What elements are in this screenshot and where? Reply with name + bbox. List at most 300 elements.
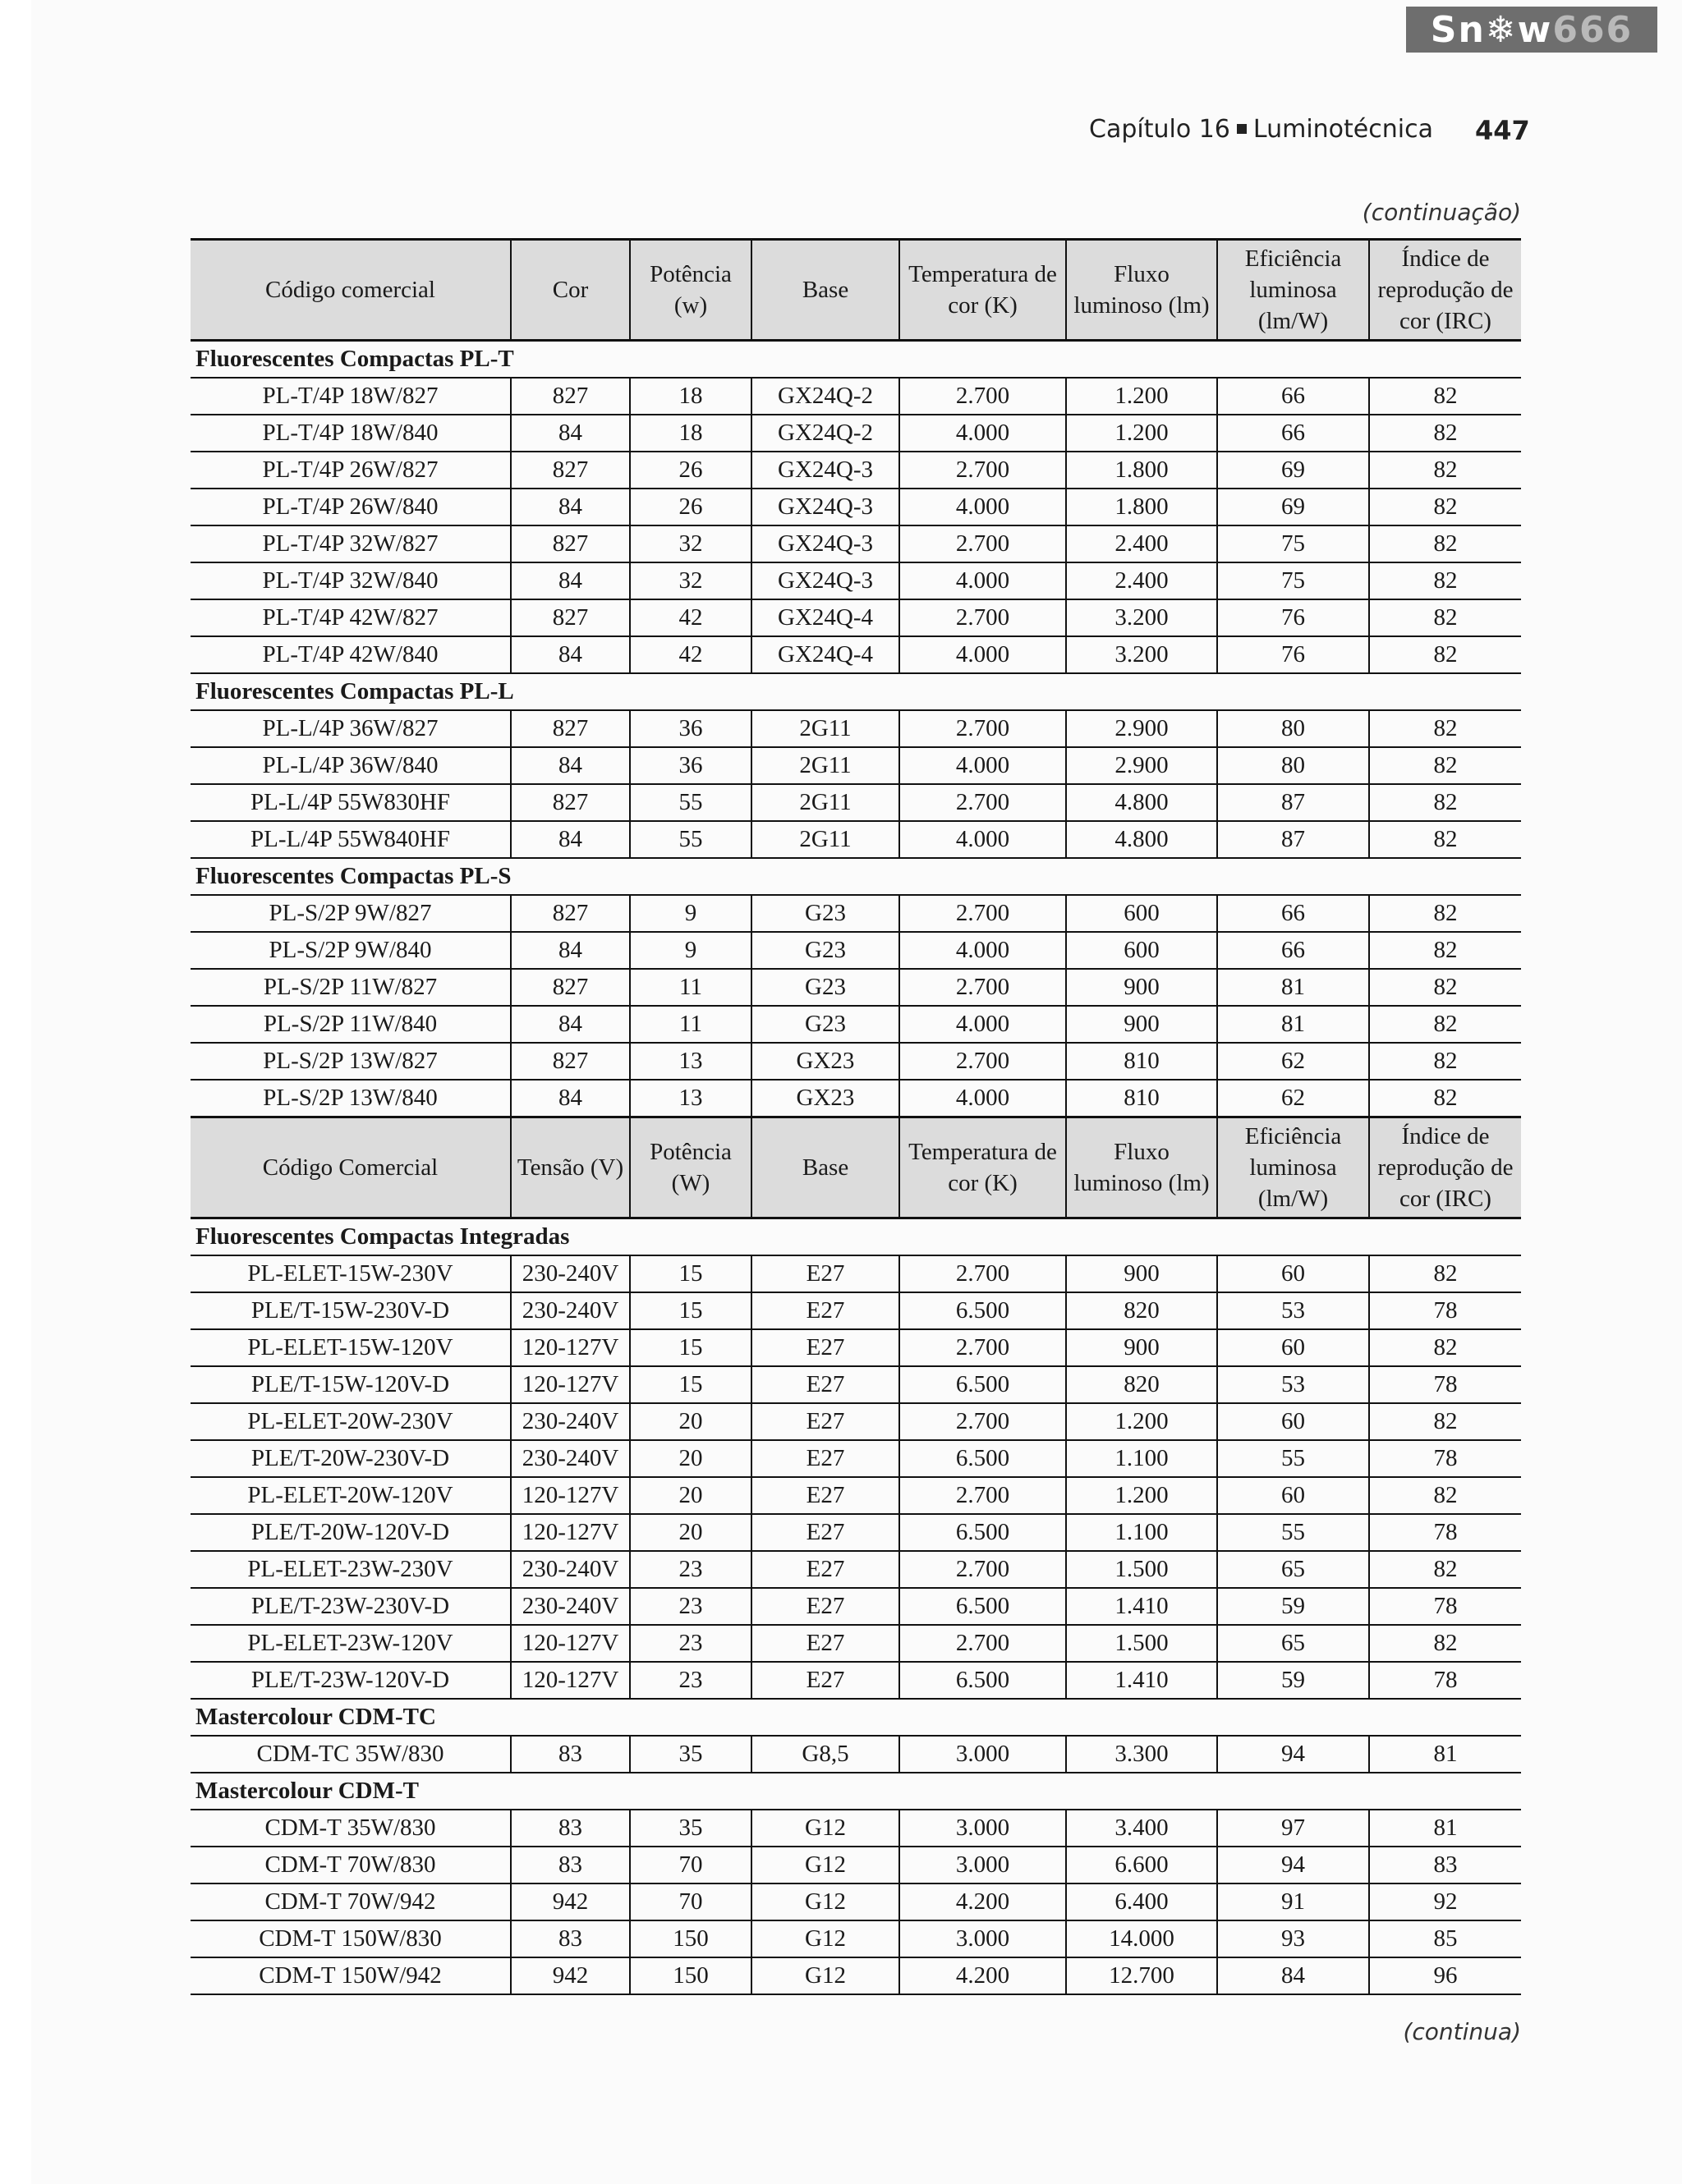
- table-row: [191, 1329, 1521, 1366]
- table-cell: 69: [1217, 452, 1369, 489]
- table-cell: 6.500: [899, 1662, 1066, 1699]
- table-cell: 75: [1217, 562, 1369, 599]
- table-cell: 78: [1369, 1292, 1521, 1329]
- table-row: [191, 821, 1521, 858]
- table-cell: 84: [511, 1080, 630, 1117]
- table-cell: 120-127V: [511, 1366, 630, 1403]
- table-row: [191, 1366, 1521, 1403]
- table-cell: 82: [1369, 489, 1521, 525]
- table-cell: 66: [1217, 378, 1369, 415]
- column-header: Potência (W): [630, 1117, 751, 1218]
- table-cell: 1.100: [1066, 1514, 1217, 1551]
- table-cell: PL-S/2P 9W/827: [191, 895, 511, 932]
- column-header: Eficiência luminosa (lm/W): [1217, 1117, 1369, 1218]
- table-cell: PL-ELET-23W-230V: [191, 1551, 511, 1588]
- table-row: [191, 1957, 1521, 1994]
- table-cell: 2.400: [1066, 525, 1217, 562]
- table-cell: 9: [630, 932, 751, 969]
- table-row: [191, 1662, 1521, 1699]
- table-row: [191, 747, 1521, 784]
- table-cell: 84: [511, 562, 630, 599]
- table-cell: E27: [751, 1255, 899, 1292]
- table-cell: 4.200: [899, 1883, 1066, 1920]
- table-cell: G23: [751, 969, 899, 1006]
- table-cell: E27: [751, 1403, 899, 1440]
- table-cell: 4.000: [899, 562, 1066, 599]
- table-cell: 6.500: [899, 1588, 1066, 1625]
- table-cell: 150: [630, 1957, 751, 1994]
- table-cell: 3.000: [899, 1847, 1066, 1883]
- table-cell: 1.200: [1066, 1477, 1217, 1514]
- table-cell: 2.700: [899, 969, 1066, 1006]
- table-cell: 20: [630, 1440, 751, 1477]
- table-cell: 2.700: [899, 599, 1066, 636]
- table-row: [191, 1006, 1521, 1043]
- table-cell: 1.200: [1066, 378, 1217, 415]
- table-cell: 2.700: [899, 1477, 1066, 1514]
- table-cell: 23: [630, 1662, 751, 1699]
- table-cell: 827: [511, 895, 630, 932]
- table-cell: 66: [1217, 415, 1369, 452]
- table-cell: 2.700: [899, 1625, 1066, 1662]
- table-cell: 2.900: [1066, 710, 1217, 747]
- table-row: [191, 489, 1521, 525]
- table-cell: 42: [630, 599, 751, 636]
- column-header: Temperatura de cor (K): [899, 240, 1066, 341]
- table-cell: 2.700: [899, 784, 1066, 821]
- table-cell: GX24Q-3: [751, 452, 899, 489]
- table-header-row: [191, 240, 1521, 341]
- table-cell: CDM-T 150W/830: [191, 1920, 511, 1957]
- table-cell: 82: [1369, 525, 1521, 562]
- table-cell: 23: [630, 1551, 751, 1588]
- table-cell: G12: [751, 1883, 899, 1920]
- table-cell: GX24Q-3: [751, 525, 899, 562]
- table-cell: 83: [511, 1920, 630, 1957]
- table-cell: 900: [1066, 969, 1217, 1006]
- table-cell: 11: [630, 969, 751, 1006]
- watermark-logo: [1406, 7, 1657, 53]
- table-cell: E27: [751, 1662, 899, 1699]
- column-header: Índice de reprodução de cor (IRC): [1369, 1117, 1521, 1218]
- table-cell: 12.700: [1066, 1957, 1217, 1994]
- table-cell: 94: [1217, 1847, 1369, 1883]
- table-cell: 230-240V: [511, 1588, 630, 1625]
- table-cell: 18: [630, 378, 751, 415]
- table-cell: 60: [1217, 1403, 1369, 1440]
- table-cell: 2G11: [751, 747, 899, 784]
- section-title: Fluorescentes Compactas PL-S: [191, 858, 1521, 895]
- table-cell: 1.410: [1066, 1662, 1217, 1699]
- table-cell: GX24Q-4: [751, 636, 899, 673]
- table-cell: 600: [1066, 932, 1217, 969]
- table-cell: 1.500: [1066, 1551, 1217, 1588]
- table-cell: G12: [751, 1920, 899, 1957]
- table-cell: CDM-T 70W/942: [191, 1883, 511, 1920]
- table-row: [191, 1080, 1521, 1117]
- table-cell: 35: [630, 1736, 751, 1773]
- table-cell: 87: [1217, 821, 1369, 858]
- table-cell: 3.200: [1066, 599, 1217, 636]
- table-cell: E27: [751, 1625, 899, 1662]
- table-cell: 2.400: [1066, 562, 1217, 599]
- table-cell: GX23: [751, 1080, 899, 1117]
- table-cell: 150: [630, 1920, 751, 1957]
- table-cell: 80: [1217, 710, 1369, 747]
- table-cell: E27: [751, 1514, 899, 1551]
- table-cell: 2.700: [899, 895, 1066, 932]
- column-header: Fluxo luminoso (lm): [1066, 1117, 1217, 1218]
- table-cell: 827: [511, 378, 630, 415]
- table-cell: 6.500: [899, 1440, 1066, 1477]
- table-cell: 81: [1217, 969, 1369, 1006]
- table-cell: 32: [630, 525, 751, 562]
- table-cell: PL-ELET-20W-120V: [191, 1477, 511, 1514]
- table-cell: 15: [630, 1255, 751, 1292]
- table-cell: PL-S/2P 13W/827: [191, 1043, 511, 1080]
- table-cell: 84: [511, 415, 630, 452]
- table-cell: 80: [1217, 747, 1369, 784]
- table-cell: 81: [1369, 1736, 1521, 1773]
- table-row: [191, 784, 1521, 821]
- table-cell: 2G11: [751, 784, 899, 821]
- table-cell: 42: [630, 636, 751, 673]
- table-cell: 82: [1369, 1625, 1521, 1662]
- table-cell: G12: [751, 1810, 899, 1847]
- table-cell: 3.000: [899, 1736, 1066, 1773]
- table-cell: 2.700: [899, 378, 1066, 415]
- table-cell: 78: [1369, 1588, 1521, 1625]
- table-cell: 82: [1369, 415, 1521, 452]
- table-cell: PL-S/2P 11W/827: [191, 969, 511, 1006]
- page-number: 447: [1475, 115, 1530, 146]
- table-cell: 82: [1369, 747, 1521, 784]
- section-title: Fluorescentes Compactas Integradas: [191, 1218, 1521, 1256]
- table-cell: 93: [1217, 1920, 1369, 1957]
- table-cell: PLE/T-23W-120V-D: [191, 1662, 511, 1699]
- table-cell: 84: [511, 489, 630, 525]
- table-cell: 15: [630, 1329, 751, 1366]
- table-cell: 78: [1369, 1662, 1521, 1699]
- table-cell: 900: [1066, 1255, 1217, 1292]
- table-cell: GX24Q-2: [751, 415, 899, 452]
- table-row: [191, 1292, 1521, 1329]
- table-row: [191, 1043, 1521, 1080]
- table-cell: 820: [1066, 1292, 1217, 1329]
- table-row: [191, 1403, 1521, 1440]
- table-cell: 26: [630, 489, 751, 525]
- table-cell: 230-240V: [511, 1551, 630, 1588]
- table-cell: 13: [630, 1043, 751, 1080]
- table-cell: 120-127V: [511, 1625, 630, 1662]
- table-cell: 120-127V: [511, 1662, 630, 1699]
- table-cell: 82: [1369, 599, 1521, 636]
- table-cell: 83: [511, 1847, 630, 1883]
- table-cell: PL-T/4P 32W/840: [191, 562, 511, 599]
- table-cell: 4.000: [899, 1080, 1066, 1117]
- table-cell: 82: [1369, 1255, 1521, 1292]
- table-cell: 82: [1369, 562, 1521, 599]
- lamp-spec-table: [191, 238, 1521, 1995]
- table-cell: 810: [1066, 1080, 1217, 1117]
- column-header: Base: [751, 240, 899, 341]
- table-cell: 230-240V: [511, 1403, 630, 1440]
- table-cell: 4.000: [899, 489, 1066, 525]
- table-row: [191, 1255, 1521, 1292]
- table-cell: 1.200: [1066, 1403, 1217, 1440]
- table-cell: 85: [1369, 1920, 1521, 1957]
- table-cell: 84: [511, 932, 630, 969]
- table-cell: 23: [630, 1625, 751, 1662]
- table-cell: E27: [751, 1588, 899, 1625]
- table-cell: 120-127V: [511, 1329, 630, 1366]
- section-title: Mastercolour CDM-T: [191, 1773, 1521, 1810]
- table-cell: 82: [1369, 1006, 1521, 1043]
- table-cell: 66: [1217, 932, 1369, 969]
- table-cell: 82: [1369, 452, 1521, 489]
- table-cell: PL-S/2P 13W/840: [191, 1080, 511, 1117]
- table-cell: 6.500: [899, 1292, 1066, 1329]
- table-cell: 82: [1369, 969, 1521, 1006]
- section-row: [191, 1218, 1521, 1256]
- table-cell: GX24Q-4: [751, 599, 899, 636]
- table-cell: 87: [1217, 784, 1369, 821]
- table-cell: 18: [630, 415, 751, 452]
- table-row: [191, 1883, 1521, 1920]
- table-cell: 55: [1217, 1514, 1369, 1551]
- table-cell: 14.000: [1066, 1920, 1217, 1957]
- column-header: Tensão (V): [511, 1117, 630, 1218]
- table-cell: 83: [511, 1736, 630, 1773]
- table-cell: PLE/T-15W-120V-D: [191, 1366, 511, 1403]
- table-row: [191, 895, 1521, 932]
- table-cell: 4.200: [899, 1957, 1066, 1994]
- table-row: [191, 415, 1521, 452]
- table-cell: 91: [1217, 1883, 1369, 1920]
- table-cell: 35: [630, 1810, 751, 1847]
- table-cell: 82: [1369, 1477, 1521, 1514]
- table-row: [191, 1514, 1521, 1551]
- watermark-text: Sn❄w: [1430, 8, 1553, 51]
- table-cell: 3.000: [899, 1810, 1066, 1847]
- table-cell: 82: [1369, 895, 1521, 932]
- table-cell: 82: [1369, 1329, 1521, 1366]
- table-cell: 827: [511, 784, 630, 821]
- table-row: [191, 1477, 1521, 1514]
- table-cell: 60: [1217, 1329, 1369, 1366]
- table-cell: GX23: [751, 1043, 899, 1080]
- table-cell: 53: [1217, 1292, 1369, 1329]
- table-cell: 62: [1217, 1043, 1369, 1080]
- table-cell: E27: [751, 1329, 899, 1366]
- table-cell: 82: [1369, 378, 1521, 415]
- table-cell: 82: [1369, 636, 1521, 673]
- table-cell: 65: [1217, 1625, 1369, 1662]
- table-cell: 2.700: [899, 710, 1066, 747]
- table-cell: 900: [1066, 1006, 1217, 1043]
- column-header: Eficiência luminosa (lm/W): [1217, 240, 1369, 341]
- table-cell: CDM-T 35W/830: [191, 1810, 511, 1847]
- table-cell: PL-T/4P 26W/827: [191, 452, 511, 489]
- table-cell: GX24Q-2: [751, 378, 899, 415]
- table-cell: 83: [1369, 1847, 1521, 1883]
- table-cell: 827: [511, 1043, 630, 1080]
- table-cell: 9: [630, 895, 751, 932]
- table-cell: 4.800: [1066, 821, 1217, 858]
- table-cell: 15: [630, 1292, 751, 1329]
- table-cell: 4.000: [899, 821, 1066, 858]
- table-cell: 62: [1217, 1080, 1369, 1117]
- table-cell: 827: [511, 525, 630, 562]
- table-cell: 65: [1217, 1551, 1369, 1588]
- table-cell: 97: [1217, 1810, 1369, 1847]
- table-cell: 26: [630, 452, 751, 489]
- table-cell: 6.400: [1066, 1883, 1217, 1920]
- table-cell: 120-127V: [511, 1477, 630, 1514]
- table-cell: 20: [630, 1477, 751, 1514]
- table-cell: 2.700: [899, 1403, 1066, 1440]
- table-cell: 3.000: [899, 1920, 1066, 1957]
- table-cell: 4.000: [899, 932, 1066, 969]
- square-bullet-icon: [1237, 124, 1247, 134]
- table-cell: CDM-T 150W/942: [191, 1957, 511, 1994]
- chapter-label: Capítulo 16: [1089, 115, 1230, 144]
- table-cell: 1.410: [1066, 1588, 1217, 1625]
- table-cell: 1.100: [1066, 1440, 1217, 1477]
- table-cell: 84: [511, 747, 630, 784]
- table-cell: 3.400: [1066, 1810, 1217, 1847]
- table-cell: PL-ELET-15W-230V: [191, 1255, 511, 1292]
- chapter-title: Luminotécnica: [1252, 115, 1433, 144]
- column-header: Cor: [511, 240, 630, 341]
- section-title: Fluorescentes Compactas PL-L: [191, 673, 1521, 710]
- table-cell: GX24Q-3: [751, 489, 899, 525]
- table-cell: PL-ELET-23W-120V: [191, 1625, 511, 1662]
- table-cell: 230-240V: [511, 1440, 630, 1477]
- table-cell: 76: [1217, 636, 1369, 673]
- table-cell: PL-T/4P 18W/827: [191, 378, 511, 415]
- table-cell: 60: [1217, 1477, 1369, 1514]
- column-header: Fluxo luminoso (lm): [1066, 240, 1217, 341]
- table-cell: 13: [630, 1080, 751, 1117]
- table-cell: PL-S/2P 9W/840: [191, 932, 511, 969]
- table-cell: 1.800: [1066, 489, 1217, 525]
- table-cell: 82: [1369, 1403, 1521, 1440]
- table-cell: E27: [751, 1292, 899, 1329]
- section-row: [191, 673, 1521, 710]
- table-cell: 3.200: [1066, 636, 1217, 673]
- table-cell: 3.300: [1066, 1736, 1217, 1773]
- table-cell: 600: [1066, 895, 1217, 932]
- table-cell: PL-T/4P 42W/840: [191, 636, 511, 673]
- table-cell: 820: [1066, 1366, 1217, 1403]
- table-cell: 81: [1369, 1810, 1521, 1847]
- table-cell: 82: [1369, 1043, 1521, 1080]
- table-cell: 36: [630, 747, 751, 784]
- table-cell: PL-S/2P 11W/840: [191, 1006, 511, 1043]
- table-cell: 4.800: [1066, 784, 1217, 821]
- table-cell: 827: [511, 599, 630, 636]
- running-head: [1089, 115, 1433, 144]
- table-row: [191, 452, 1521, 489]
- table-cell: E27: [751, 1477, 899, 1514]
- table-cell: G23: [751, 932, 899, 969]
- table-cell: 1.500: [1066, 1625, 1217, 1662]
- table-cell: 2.700: [899, 525, 1066, 562]
- table-row: [191, 969, 1521, 1006]
- table-cell: CDM-T 70W/830: [191, 1847, 511, 1883]
- table-cell: 32: [630, 562, 751, 599]
- table-cell: PLE/T-20W-230V-D: [191, 1440, 511, 1477]
- table-cell: 84: [1217, 1957, 1369, 1994]
- table-cell: PL-L/4P 36W/827: [191, 710, 511, 747]
- table-cell: 70: [630, 1847, 751, 1883]
- table-cell: 69: [1217, 489, 1369, 525]
- table-cell: 4.000: [899, 1006, 1066, 1043]
- table-row: [191, 1625, 1521, 1662]
- section-title: Mastercolour CDM-TC: [191, 1699, 1521, 1736]
- table-cell: 6.500: [899, 1366, 1066, 1403]
- table-header-row: [191, 1117, 1521, 1218]
- table-cell: 2.700: [899, 1551, 1066, 1588]
- table-row: [191, 710, 1521, 747]
- table-cell: PL-T/4P 42W/827: [191, 599, 511, 636]
- table-cell: 78: [1369, 1514, 1521, 1551]
- table-cell: G23: [751, 1006, 899, 1043]
- column-header: Potência (w): [630, 240, 751, 341]
- table-cell: 78: [1369, 1440, 1521, 1477]
- table-cell: 4.000: [899, 415, 1066, 452]
- table-cell: 82: [1369, 821, 1521, 858]
- table-cell: 2.700: [899, 452, 1066, 489]
- table-cell: 810: [1066, 1043, 1217, 1080]
- table-row: [191, 562, 1521, 599]
- table-cell: 2.900: [1066, 747, 1217, 784]
- table-cell: 2.700: [899, 1255, 1066, 1292]
- table-cell: E27: [751, 1551, 899, 1588]
- table-cell: 827: [511, 452, 630, 489]
- table-cell: 2G11: [751, 821, 899, 858]
- table-cell: E27: [751, 1440, 899, 1477]
- table-cell: 82: [1369, 932, 1521, 969]
- table-row: [191, 932, 1521, 969]
- table-cell: 20: [630, 1514, 751, 1551]
- table-cell: 23: [630, 1588, 751, 1625]
- column-header: Código Comercial: [191, 1117, 511, 1218]
- table-cell: 900: [1066, 1329, 1217, 1366]
- table-row: [191, 636, 1521, 673]
- column-header: Base: [751, 1117, 899, 1218]
- column-header: Código comercial: [191, 240, 511, 341]
- table-cell: G12: [751, 1847, 899, 1883]
- table-cell: 53: [1217, 1366, 1369, 1403]
- section-row: [191, 341, 1521, 379]
- table-cell: 55: [630, 821, 751, 858]
- table-row: [191, 378, 1521, 415]
- table-cell: 82: [1369, 710, 1521, 747]
- table-cell: 70: [630, 1883, 751, 1920]
- continuation-note-bottom: (continua): [1403, 2018, 1521, 2045]
- table-cell: G8,5: [751, 1736, 899, 1773]
- table-cell: 82: [1369, 1080, 1521, 1117]
- table-cell: CDM-TC 35W/830: [191, 1736, 511, 1773]
- table-cell: 942: [511, 1883, 630, 1920]
- table-cell: 2.700: [899, 1043, 1066, 1080]
- table-cell: 55: [630, 784, 751, 821]
- section-title: Fluorescentes Compactas PL-T: [191, 341, 1521, 379]
- table-cell: 6.600: [1066, 1847, 1217, 1883]
- table-cell: 84: [511, 821, 630, 858]
